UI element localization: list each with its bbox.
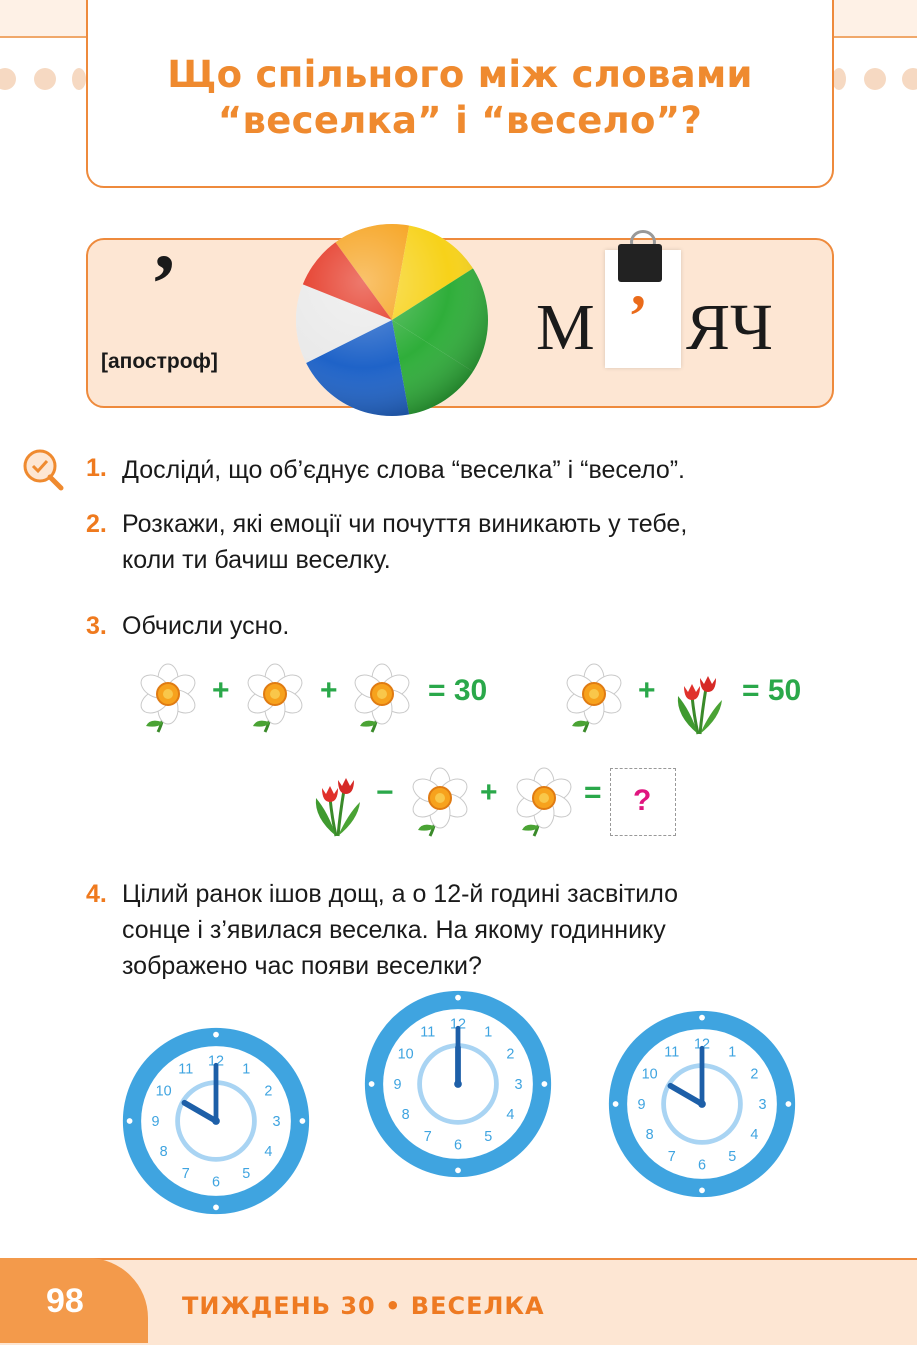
clock-number: 5 bbox=[242, 1166, 251, 1183]
decor-dot bbox=[34, 68, 56, 90]
clock-number: 5 bbox=[484, 1129, 493, 1146]
clock-number: 4 bbox=[506, 1107, 515, 1124]
operator: = bbox=[584, 776, 602, 809]
word-right: ЯЧ bbox=[686, 291, 773, 364]
daffodil-icon bbox=[408, 766, 472, 843]
decor-dot bbox=[0, 68, 16, 90]
clock-3[interactable] bbox=[606, 1008, 798, 1205]
task-text: Розкажи, які емоції чи почуття виникають у тебе, коли ти бачиш веселку. bbox=[122, 510, 688, 574]
clock-number: 6 bbox=[453, 1137, 463, 1154]
clock-2[interactable] bbox=[362, 988, 554, 1185]
clock-number: 7 bbox=[667, 1149, 676, 1166]
clock-number: 5 bbox=[728, 1149, 737, 1166]
equation-result: = 50 bbox=[742, 674, 802, 707]
operator: + bbox=[320, 674, 338, 707]
daffodil-icon bbox=[243, 662, 307, 739]
clock-number: 10 bbox=[641, 1066, 658, 1083]
page-number: 98 bbox=[46, 1282, 84, 1320]
footer-text: ТИЖДЕНЬ 30 • ВЕСЕЛКА bbox=[182, 1292, 545, 1320]
clock-number: 4 bbox=[750, 1127, 759, 1144]
daffodil-icon bbox=[136, 662, 200, 739]
clock-number: 9 bbox=[393, 1076, 402, 1093]
daffodil-icon bbox=[562, 662, 626, 739]
word-left: М bbox=[536, 291, 595, 364]
task-number: 1. bbox=[86, 454, 107, 482]
clock-number: 4 bbox=[264, 1144, 273, 1161]
apostrophe-label: [апостроф] bbox=[101, 350, 218, 373]
clock-number: 1 bbox=[242, 1061, 251, 1078]
apostrophe-symbol: ’ bbox=[150, 238, 178, 331]
clock-number: 1 bbox=[728, 1044, 737, 1061]
task-text: Обчисли усно. bbox=[122, 612, 290, 640]
clock-number: 12 bbox=[449, 1016, 467, 1033]
page-title: Що спільного між словами “веселка” і “весело”? bbox=[167, 53, 753, 142]
clock-number: 6 bbox=[211, 1174, 221, 1191]
operator: + bbox=[638, 674, 656, 707]
clock-number: 12 bbox=[693, 1036, 711, 1053]
clock-number: 2 bbox=[264, 1083, 273, 1100]
daffodil-icon bbox=[512, 766, 576, 843]
clock-number: 7 bbox=[181, 1166, 190, 1183]
clock-number: 12 bbox=[207, 1053, 225, 1070]
clock-number: 11 bbox=[178, 1061, 194, 1078]
clock-number: 10 bbox=[155, 1083, 172, 1100]
tulip-icon bbox=[672, 666, 728, 741]
decor-dot bbox=[832, 68, 846, 90]
clock-number: 2 bbox=[506, 1046, 515, 1063]
clock-number: 1 bbox=[484, 1024, 493, 1041]
binder-clip-icon bbox=[618, 244, 662, 282]
equation-result: = 30 bbox=[428, 674, 488, 707]
clock-number: 11 bbox=[420, 1024, 436, 1041]
magnifier-icon bbox=[20, 448, 64, 492]
operator: + bbox=[480, 776, 498, 809]
tulip-icon bbox=[310, 768, 366, 843]
clock-number: 2 bbox=[750, 1066, 759, 1083]
decor-dot bbox=[864, 68, 886, 90]
clock-number: 3 bbox=[272, 1113, 281, 1130]
task-text: Досліди́, що об’єднує слова “веселка” і “весело”. bbox=[122, 456, 685, 484]
task-number: 3. bbox=[86, 612, 107, 640]
clock-number: 6 bbox=[697, 1157, 707, 1174]
clock-number: 11 bbox=[664, 1044, 680, 1061]
decor-dot bbox=[72, 68, 86, 90]
decor-dot bbox=[902, 68, 917, 90]
clock-number: 8 bbox=[401, 1107, 410, 1124]
operator: − bbox=[376, 776, 394, 809]
clock-number: 7 bbox=[423, 1129, 432, 1146]
clock-number: 3 bbox=[758, 1096, 767, 1113]
operator: + bbox=[212, 674, 230, 707]
clock-number: 9 bbox=[151, 1113, 160, 1130]
beach-ball-icon bbox=[292, 220, 492, 420]
card-apostrophe: ’ bbox=[628, 283, 648, 349]
answer-placeholder: ? bbox=[633, 784, 652, 817]
clock-number: 8 bbox=[159, 1144, 168, 1161]
task-number: 4. bbox=[86, 880, 107, 908]
task-text: Цілий ранок ішов дощ, а о 12-й годині засвітило сонце і з’явилася веселка. На якому годиннику зображено час появи веселки? bbox=[122, 880, 679, 980]
daffodil-icon bbox=[350, 662, 414, 739]
clock-number: 9 bbox=[637, 1096, 646, 1113]
clock-number: 3 bbox=[514, 1076, 523, 1093]
task-number: 2. bbox=[86, 510, 107, 538]
clock-number: 10 bbox=[397, 1046, 414, 1063]
clock-1[interactable] bbox=[120, 1025, 312, 1222]
clock-number: 8 bbox=[645, 1127, 654, 1144]
